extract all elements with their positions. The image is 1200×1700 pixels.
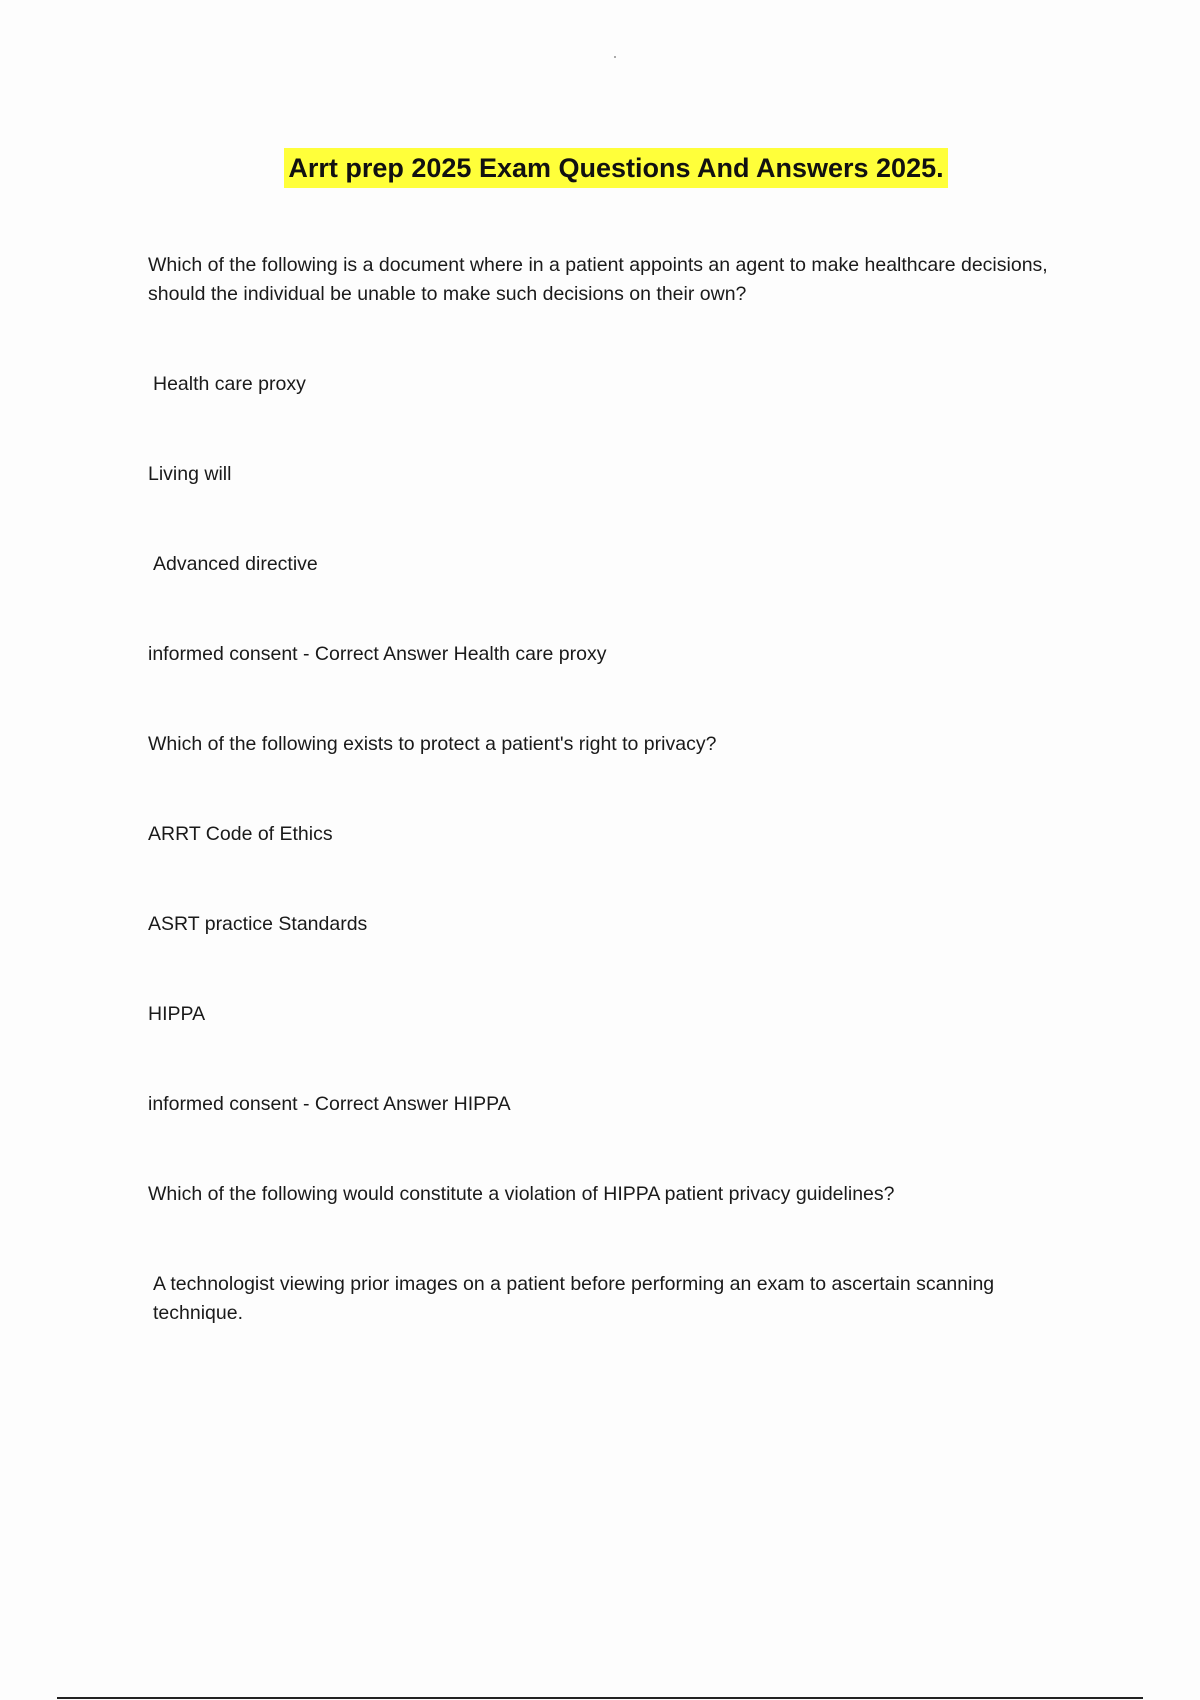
question-1-option-3: Advanced directive — [153, 553, 318, 575]
question-1-option-2: Living will — [148, 463, 232, 485]
question-1-answer-line: informed consent - Correct Answer Health care proxy — [148, 643, 607, 665]
title-container — [0, 148, 1200, 188]
question-3-option-1: A technologist viewing prior images on a patient before performing an exam to ascertain scanning technique. — [153, 1273, 995, 1324]
question-2-answer-line: informed consent - Correct Answer HIPPA — [148, 1093, 511, 1115]
question-1-text: Which of the following is a document where in a patient appoints an agent to make healthcare decisions, should the individual be unable to make such decisions on their own? — [148, 254, 1048, 305]
scan-artifact-dot — [614, 56, 616, 58]
question-2-option-3: HIPPA — [148, 1003, 206, 1025]
document-title: Arrt prep 2025 Exam Questions And Answers 2025. — [284, 148, 947, 188]
question-2-option-2: ASRT practice Standards — [148, 913, 368, 935]
question-2-text: Which of the following exists to protect a patient's right to privacy? — [148, 733, 717, 755]
question-3-text: Which of the following would constitute a violation of HIPPA patient privacy guidelines? — [148, 1183, 895, 1205]
question-2-option-1: ARRT Code of Ethics — [148, 823, 333, 845]
question-1-option-1: Health care proxy — [153, 373, 306, 395]
footer-divider — [57, 1697, 1143, 1699]
document-body — [148, 251, 1048, 1328]
